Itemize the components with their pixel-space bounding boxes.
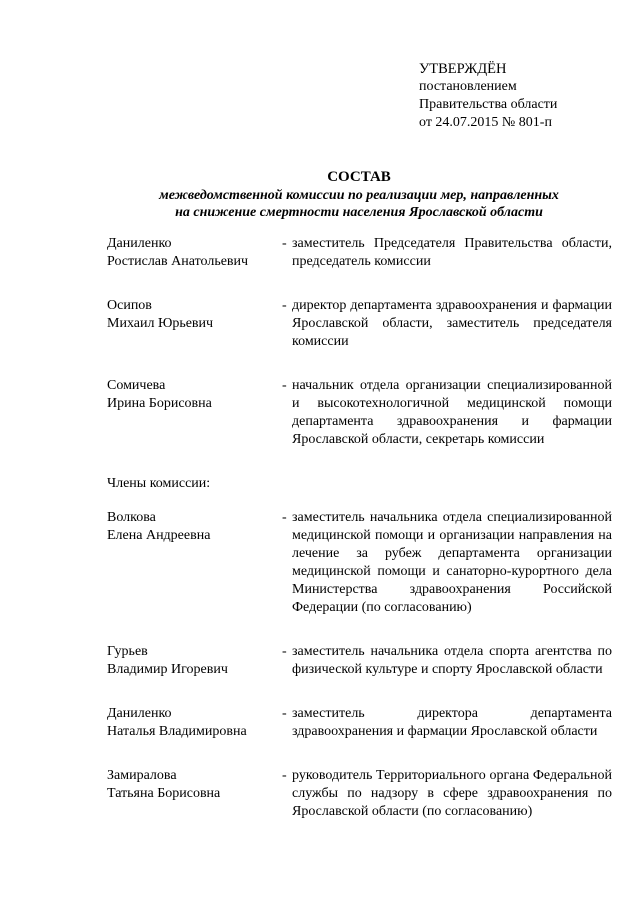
commission-member-row <box>107 767 612 821</box>
dash-separator: - <box>282 706 287 721</box>
member-surname: Гурьев <box>107 644 148 659</box>
member-given-names: Владимир Игоревич <box>107 662 228 677</box>
member-given-names: Татьяна Борисовна <box>107 786 221 801</box>
dash-separator: - <box>282 510 287 525</box>
member-name <box>107 235 282 271</box>
member-given-names: Ростислав Анатольевич <box>107 254 249 269</box>
member-role: заместитель начальника отдела специализированной медицинской помощи и организации направления на лечение за рубеж департамента организации медицинской помощи и санаторно-курортного дела Министерства здравоохранения Российской Федерации (по согласованию) <box>292 510 612 615</box>
member-surname: Волкова <box>107 510 156 525</box>
member-role: начальник отдела организации специализированной и высокотехнологичной медицинской помощи департамента здравоохранения и фармации Ярославской области, секретарь комиссии <box>292 378 612 447</box>
member-given-names: Елена Андреевна <box>107 528 211 543</box>
commission-list <box>107 235 612 847</box>
member-surname: Замиралова <box>107 768 177 783</box>
member-surname: Сомичева <box>107 378 166 393</box>
member-given-names: Наталья Владимировна <box>107 724 247 739</box>
member-role: руководитель Территориального органа Федеральной службы по надзору в сфере здравоохранения по Ярославской области (по согласованию) <box>292 768 612 819</box>
approval-title: УТВЕРЖДЁН <box>419 61 507 77</box>
dash-separator: - <box>282 644 287 659</box>
dash-separator: - <box>282 768 287 783</box>
approval-stamp <box>419 60 619 132</box>
approval-line-government: Правительства области <box>419 97 558 112</box>
member-role: директор департамента здравоохранения и фармации Ярославской области, заместитель председателя комиссии <box>292 298 612 349</box>
approval-line-date-number: от 24.07.2015 № 801-п <box>419 115 552 130</box>
commission-member-row <box>107 235 612 271</box>
member-name <box>107 297 282 351</box>
member-name <box>107 509 282 617</box>
member-name <box>107 643 282 679</box>
member-given-names: Михаил Юрьевич <box>107 316 214 331</box>
member-role: заместитель директора департамента здравоохранения и фармации Ярославской области <box>292 706 612 739</box>
commission-member-row <box>107 377 612 449</box>
commission-member-row <box>107 705 612 741</box>
member-name <box>107 767 282 821</box>
member-role: заместитель Председателя Правительства области, председатель комиссии <box>292 236 612 269</box>
member-role: заместитель начальника отдела спорта агентства по физической культуре и спорту Ярославской области <box>292 644 612 677</box>
document-subtitle-line-1: межведомственной комиссии по реализации мер, направленных <box>159 188 559 203</box>
member-given-names: Ирина Борисовна <box>107 396 212 411</box>
member-name <box>107 377 282 449</box>
commission-member-row <box>107 643 612 679</box>
dash-separator: - <box>282 298 287 313</box>
member-surname: Осипов <box>107 298 152 313</box>
members-section-label: Члены комиссии: <box>107 476 211 491</box>
document-title: СОСТАВ <box>327 169 391 185</box>
dash-separator: - <box>282 236 287 251</box>
commission-member-row <box>107 297 612 351</box>
dash-separator: - <box>282 378 287 393</box>
commission-member-row <box>107 509 612 617</box>
document-subtitle-line-2: на снижение смертности населения Ярославской области <box>175 205 543 220</box>
document-heading <box>95 168 623 221</box>
member-surname: Даниленко <box>107 706 172 721</box>
member-surname: Даниленко <box>107 236 172 251</box>
approval-line-resolution: постановлением <box>419 79 517 94</box>
member-name <box>107 705 282 741</box>
